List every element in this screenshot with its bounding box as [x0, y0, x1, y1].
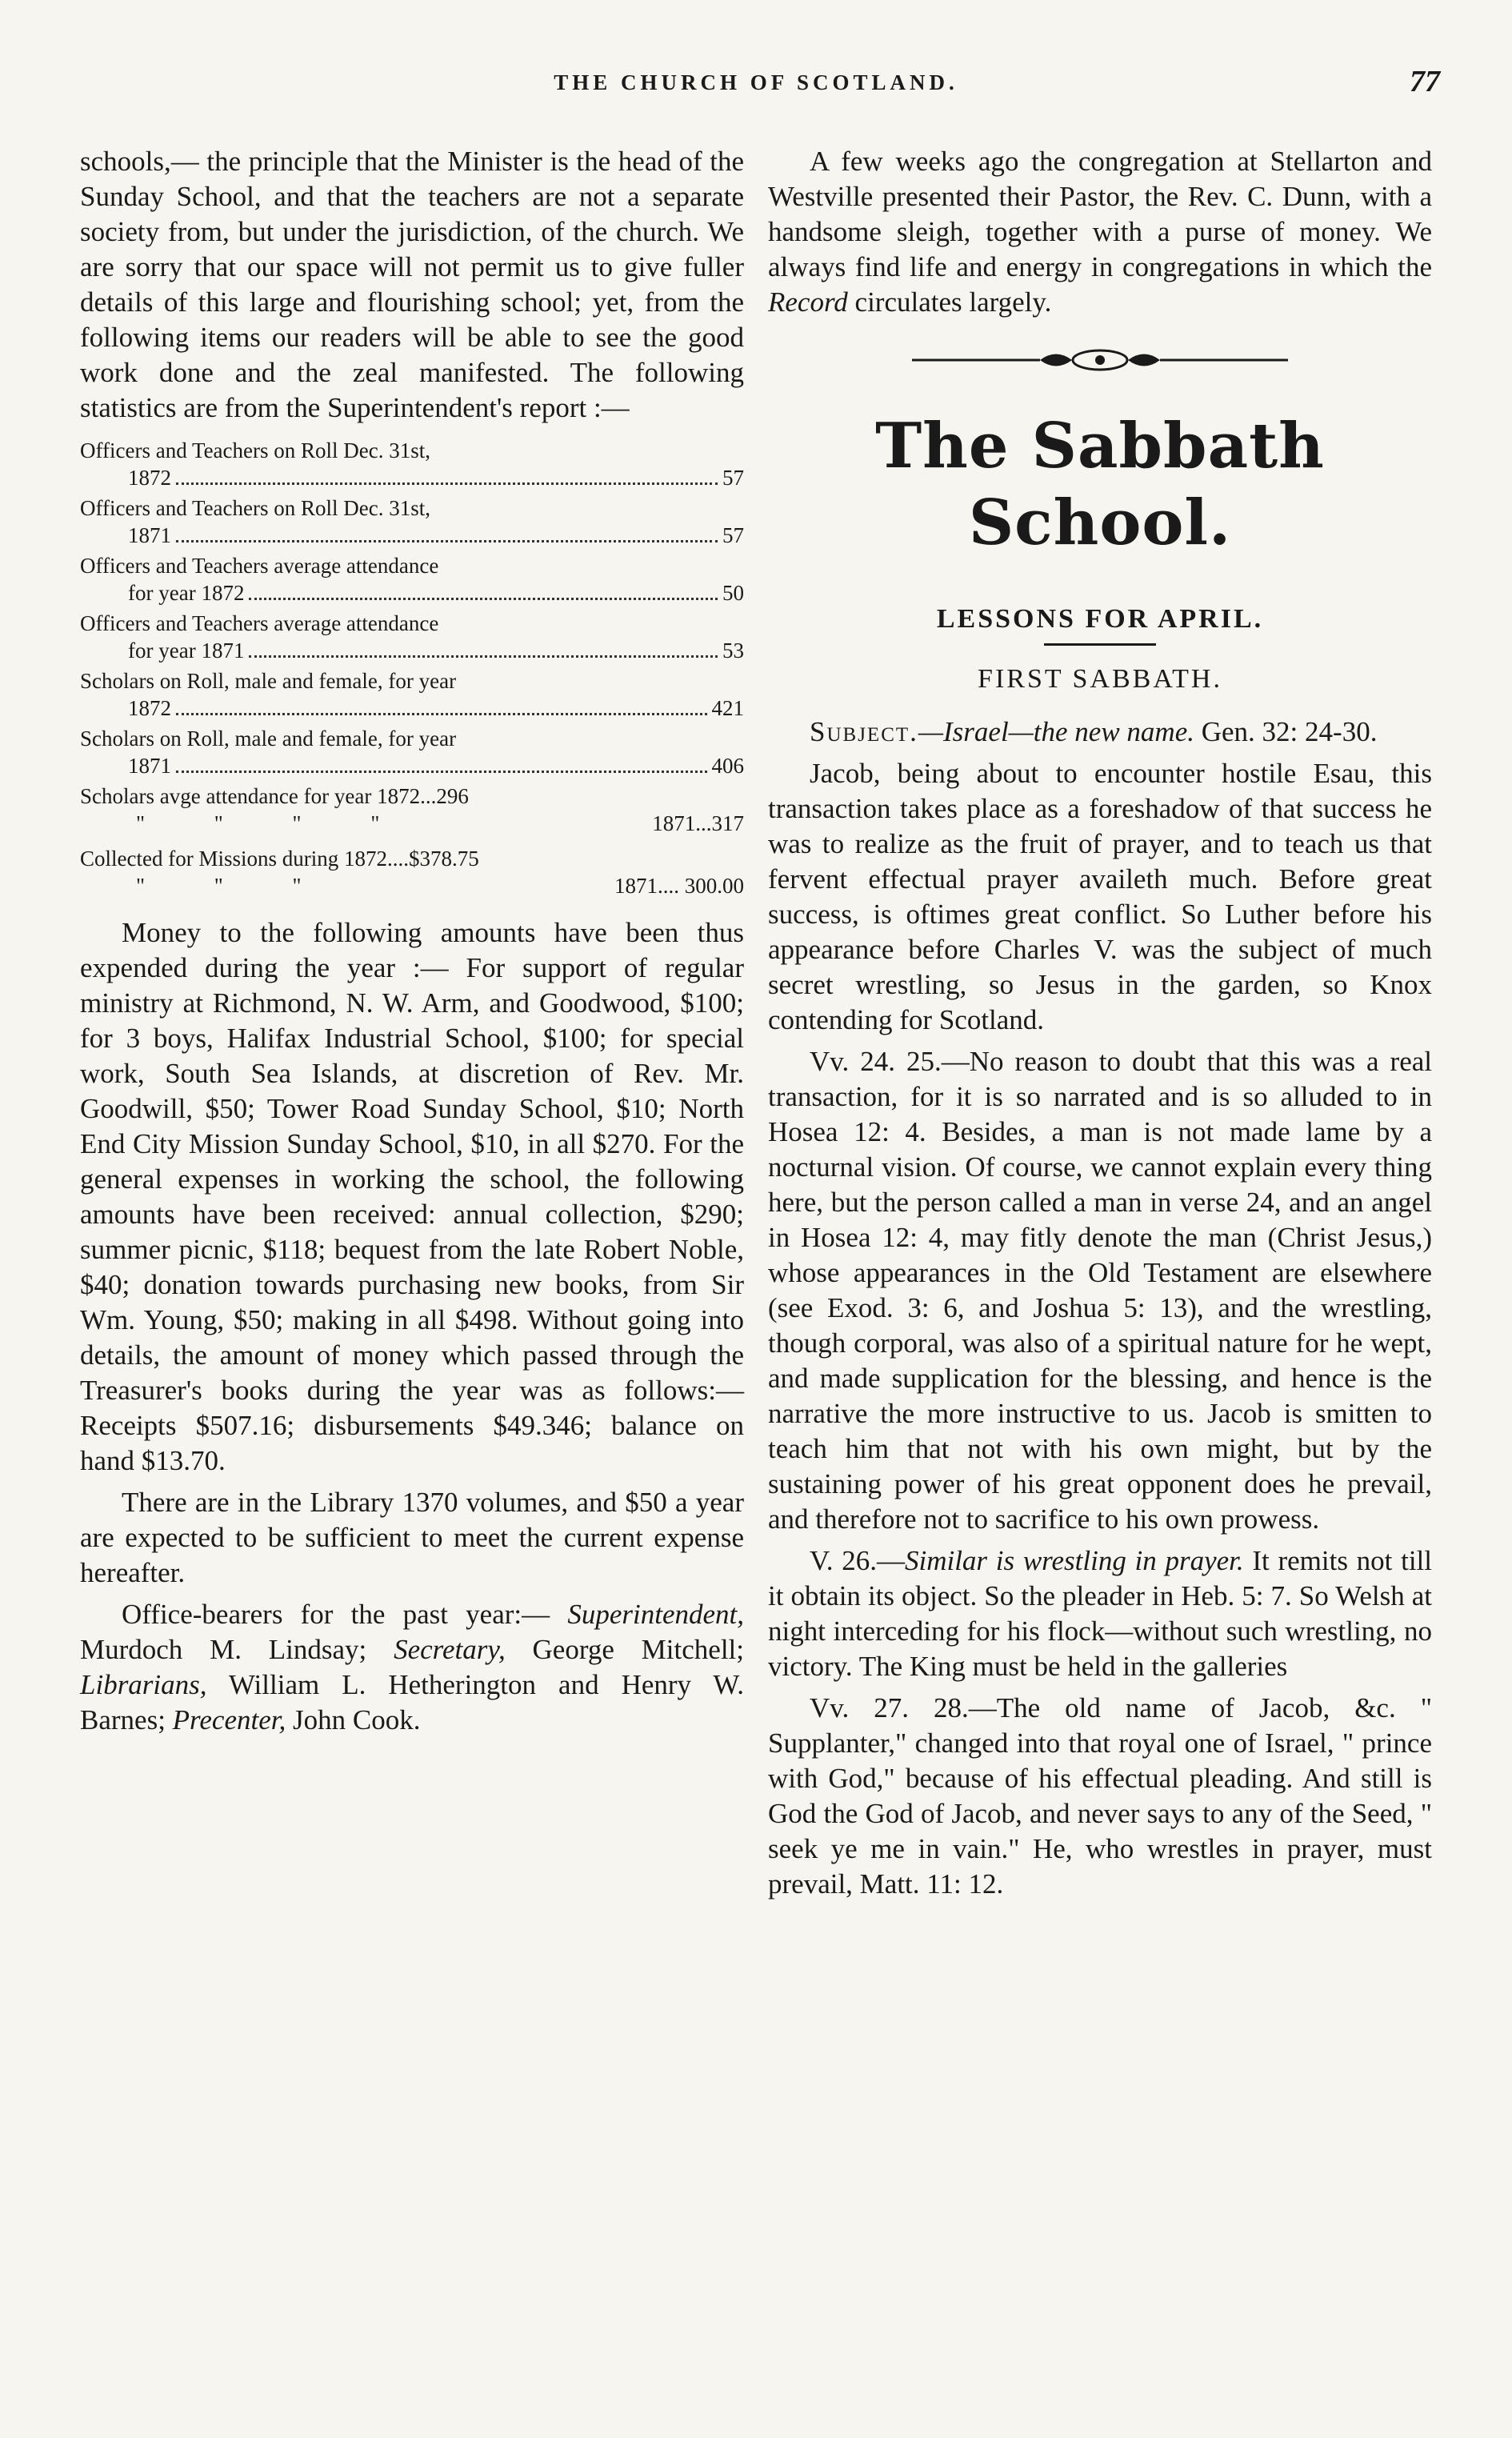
- missions-row: [80, 845, 744, 899]
- page-header: [72, 62, 1440, 110]
- stat-value: 57: [722, 466, 744, 490]
- subject-label: Subject.: [810, 716, 918, 747]
- missions-line: Collected for Missions during 1872....$378.75: [80, 847, 479, 871]
- officer-name: John Cook.: [286, 1704, 421, 1735]
- verse-text: It remits not till it obtain its object. So the pleader in Heb. 5: 7. So Welsh at night interceding for his flock—without such wrestling, no victory. The King must be held in the galleries: [768, 1545, 1432, 1682]
- stat-year: for year 1872: [128, 581, 245, 605]
- stat-year: 1872: [128, 696, 171, 720]
- heading-rule: [1044, 643, 1156, 646]
- statistics-table: [80, 437, 744, 899]
- left-paragraph-3: There are in the Library 1370 volumes, and $50 a year are expected to be sufficient to meet the current expense hereafter.: [80, 1487, 744, 1588]
- officer-name: Murdoch M. Lindsay;: [80, 1634, 394, 1665]
- subject-line: [768, 715, 1432, 750]
- stat-year: 1872: [128, 466, 171, 490]
- ditto-marks: " " " ": [136, 811, 412, 835]
- stat-value: 421: [711, 696, 744, 720]
- stat-row: [80, 494, 744, 549]
- stat-label: Officers and Teachers on Roll Dec. 31st,: [80, 496, 430, 520]
- stat-row: [80, 552, 744, 606]
- stat-label: Officers and Teachers average attendance: [80, 611, 439, 635]
- stat-value: 57: [722, 523, 744, 547]
- right-column: [768, 144, 1432, 1908]
- missions-ditto-value: 1871.... 300.00: [614, 874, 744, 898]
- right-paragraph-3: Vv. 24. 25.—No reason to doubt that this was a real transaction, for it is so narrated and is so alluded to in Hosea 12: 4. Besides, a man is not made lame by a nocturnal vision. Of course, we cannot explain every thing here, but the person called a man in verse 24, and an angel in Hosea 12: 4, may fitly denote the man (Christ Jesus,) whose appearances in the Old Testament are elsewhere (see Exod. 3: 6, and Joshua 5: 13), and the wrestling, though corporal, was also of a spiritual nature for he wept, and made supplication for the blessing, and hence is the narrative the more instructive to us. Jacob is smitten to teach him that not with his own might, but by the sustaining power of his great opponent does he prevail, and therefore not to sacrifice to his own prowess.: [768, 1046, 1432, 1535]
- stat-year: 1871: [128, 523, 171, 547]
- stat-row: [80, 610, 744, 664]
- officer-name: William L. Hetherington and Henry W. Barnes;: [80, 1669, 744, 1735]
- section-title: The Sabbath School.: [875, 410, 1325, 559]
- right-paragraph-2: Jacob, being about to encounter hostile Esau, this transaction takes place as a foreshadow of that success he was to realize as the fruit of prayer, and to teach us that fervent effectual prayer availeth much. Before great success, is oftimes great conflict. So Luther before his appearance before Charles V. was the subject of much secret wrestling, so Jesus in the garden, so Knox contending for Scotland.: [768, 758, 1432, 1035]
- stat-label: Scholars on Roll, male and female, for year: [80, 727, 457, 751]
- running-title: THE CHURCH OF SCOTLAND.: [554, 70, 958, 94]
- officer-name: George Mitchell;: [505, 1634, 744, 1665]
- stat-row: [80, 725, 744, 779]
- right-paragraph-4: [768, 1543, 1432, 1684]
- officer-role: Librarians,: [80, 1669, 207, 1700]
- officer-role: Precenter,: [172, 1704, 286, 1735]
- office-bearers-paragraph: [80, 1597, 744, 1738]
- subject-reference: Gen. 32: 24-30.: [1194, 716, 1378, 747]
- office-bearers-intro: Office-bearers for the past year:—: [122, 1599, 550, 1630]
- ornament-divider-icon: [912, 344, 1288, 376]
- stat-label: Officers and Teachers on Roll Dec. 31st,: [80, 438, 430, 462]
- stat-label: Officers and Teachers average attendance: [80, 554, 439, 578]
- left-column: [80, 144, 744, 1744]
- officer-role: Superintendent,: [567, 1599, 744, 1630]
- record-title: Record: [768, 286, 848, 318]
- page-number: 77: [1410, 65, 1440, 98]
- stat-year: for year 1871: [128, 639, 245, 663]
- stat-value: 50: [722, 581, 744, 605]
- right-paragraph-1: [768, 144, 1432, 320]
- stat-row: [80, 437, 744, 491]
- stat-value: 53: [722, 639, 744, 663]
- attendance-row: [80, 783, 744, 837]
- stat-year: 1871: [128, 754, 171, 778]
- right-paragraph-1-text: A few weeks ago the congregation at Stellarton and Westville presented their Pastor, the Rev. C. Dunn, with a handsome sleigh, together with a purse of money. We always find life and energy in congregations in which the: [768, 146, 1432, 282]
- verse-heading: Similar is wrestling in prayer.: [904, 1545, 1244, 1576]
- lessons-heading: LESSONS FOR APRIL.: [936, 604, 1264, 634]
- officer-role: Secretary,: [394, 1634, 506, 1665]
- right-paragraph-5: Vv. 27. 28.—The old name of Jacob, &c. " Supplanter," changed into that royal one of Israel, " prince with God," because of his effectual pleading. And still is God the God of Jacob, and never says to any of the Seed, " seek ye me in vain." He, who wrestles in prayer, must prevail, Matt. 11: 12.: [768, 1692, 1432, 1900]
- stat-row: [80, 667, 744, 722]
- attendance-line: Scholars avge attendance for year 1872...296: [80, 784, 469, 808]
- stat-label: Scholars on Roll, male and female, for year: [80, 669, 457, 693]
- right-paragraph-1-end: circulates largely.: [847, 286, 1052, 318]
- attendance-ditto-value: 1871...317: [652, 811, 744, 835]
- left-paragraph-1: schools,— the principle that the Minister is the head of the Sunday School, and that the teachers are not a separate society from, but under the jurisdiction, of the church. We are sorry that our space will not permit us to give fuller details of this large and flourishing school; yet, from the following items our readers will be able to see the good work done and the zeal manifested. The following statistics are from the Superintendent's report :—: [80, 146, 744, 423]
- stat-value: 406: [711, 754, 744, 778]
- subheading: FIRST SABBATH.: [978, 664, 1222, 694]
- left-paragraph-2: Money to the following amounts have been thus expended during the year :— For support of regular ministry at Richmond, N. W. Arm, and Goodwood, $100; for 3 boys, Halifax Industrial School, $100; for special work, South Sea Islands, at discretion of Rev. Mr. Goodwill, $50; Tower Road Sunday School, $10; North End City Mission Sunday School, $10, in all $270. For the general expenses in working the school, the following amounts have been received: annual collection, $290; summer picnic, $118; bequest from the late Robert Noble, $40; donation towards purchasing new books, from Sir Wm. Young, $50; making in all $498. Without going into details, the amount of money which passed through the Treasurer's books during the year was as follows:—Receipts $507.16; disbursements $49.346; balance on hand $13.70.: [80, 917, 744, 1476]
- subject-text: —Israel—the new name.: [918, 716, 1194, 747]
- ditto-marks: " " ": [136, 874, 334, 898]
- verse-label: V. 26.—: [810, 1545, 905, 1576]
